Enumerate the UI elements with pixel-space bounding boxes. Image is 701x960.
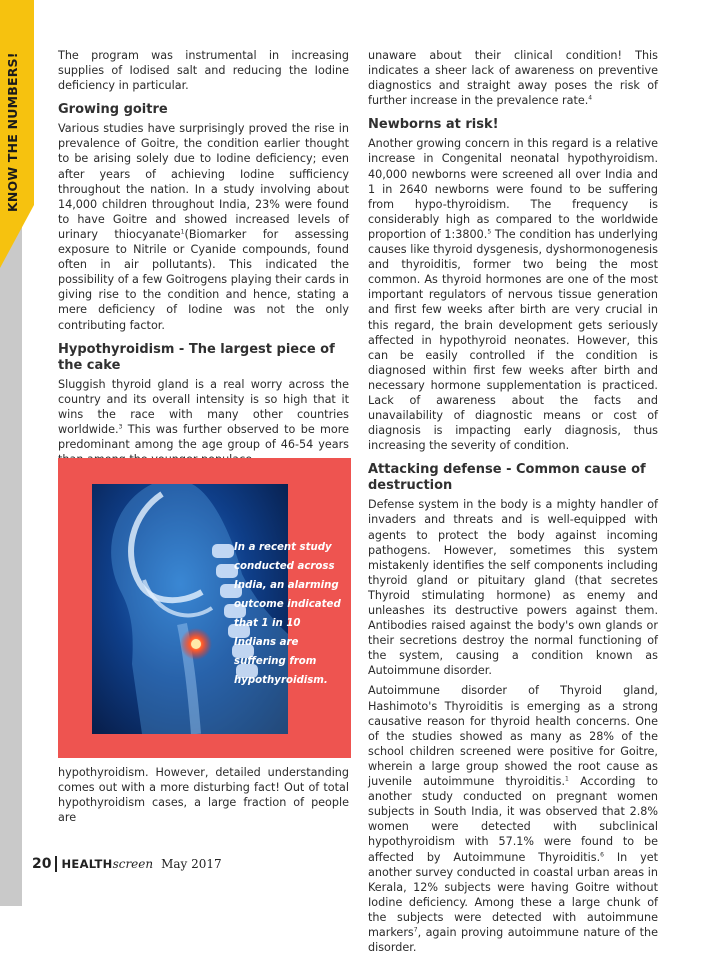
defense-paragraph-1: Defense system in the body is a mighty handler of invaders and threats and is well-equipped with agents to protect the body against incoming pathogens. However, sometimes this system mistakenly identifies the self components including thyroid gland or pituitary gland (that secretes Thyroid stimulating hormone) as enemy and unleashes its destructive powers against them. Antibodies raised against the body's own glands or their secretions destroy the normal functioning of the system, causing a condition known as Autoimmune disorder.: [368, 498, 658, 678]
left-column-bottom: [58, 765, 349, 830]
heading-attacking-defense: Attacking defense - Common cause of destruction: [368, 462, 646, 494]
page-footer: [32, 854, 222, 874]
footer-divider: [55, 856, 57, 872]
reference-mark: 7: [413, 926, 418, 934]
reference-mark: 4: [588, 94, 593, 102]
defense-paragraph-2: Autoimmune disorder of Thyroid gland, Hashimoto's Thyroiditis is emerging as a strong causative reason for thyroid health concerns. One of the studies showed as many as 28% of the school children screened were positive for Goitre, wherein a large group showed the root cause as juvenile autoimmune thyroiditis.$^1$ According to another study conducted on pregnant women subjects in South India, it was observed that 2.8% women were detected with subclinical hypothyroidism with 57.1% were found to be affected by Autoimmune Thyroiditis.$^6$ In yet another survey conducted in coastal urban areas in Kerala, 12% subjects were having Goitre without Iodine deficiency. Among these a large chunk of the subjects were detected with autoimmune markers$^7$, again proving autoimmune nature of the disorder.: [368, 684, 658, 955]
reference-mark: 5: [487, 228, 492, 236]
left-column: [58, 48, 349, 522]
newborns-paragraph: Another growing concern in this regard is a relative increase in Congenital neonatal hypothyroidism. 40,000 newborns were screened all over India and 1 in 2640 newborns were found to be suffering from hypo-thyroidism. The frequency is considerably high as compared to the worldwide proportion of 1:3800.$^5$ The condition has underlying causes like thyroid dysgenesis, dyshormonogenesis and thyroiditis, former two being the most common. As thyroid hormones are one of the most important regulators of nervous tissue generation and first few weeks after birth are very crucial in this regard, the brain development gets seriously affected in hypothyroid neonates. However, this can be easily controlled if the condition is diagnosed within first few weeks after birth and necessary hormone supplementation is practiced. Lack of awareness about the facts and unavailability of diagnostic means or cost of diagnosis is impacting early diagnosis, thus increasing the severity of condition.: [368, 137, 658, 453]
goitre-paragraph: Various studies have surprisingly proved the rise in prevalence of Goitre, the condition earlier thought to be arising solely due to Iodine deficiency; even after years of achieving Iodine sufficiency throughout the nation. In a study involving about 14,000 children throughout India, 23% were found to have Goitre and showed increased levels of urinary thiocyanate$^1$(Biomarker for assessing exposure to Nitrile or Cyanide compounds, found often in air pollutants). This indicated the possibility of a few Goitrogens playing their cards in giving rise to the condition and hence, stating a mere deficiency of Iodine was not the only contributing factor.: [58, 122, 349, 332]
hypothyroidism-paragraph-3: hypothyroidism. However, detailed understanding comes out with a more disturbing fact! Out of total hypothyroidism cases, a large fraction of people are: [58, 766, 349, 825]
issue-date: May 2017: [161, 857, 222, 871]
heading-growing-goitre: Growing goitre: [58, 102, 168, 118]
reference-mark: 6: [600, 850, 604, 858]
feature-box: [58, 458, 351, 758]
awareness-paragraph: unaware about their clinical condition! This indicates a sheer lack of awareness on preventive diagnostics and straight away poses the risk of further increase in the prevalence rate.$^4$: [368, 49, 658, 108]
pull-quote: In a recent study conducted across India, an alarming outcome indicated that 1 in 10 Indians are suffering from hypothyroidism.: [234, 542, 341, 686]
hypothyroidism-paragraph-1: Sluggish thyroid gland is a real worry across the country and its overall intensity is so high that it wins the race with many other countries worldwide.$^3$ This was further observed to be more predominant among the age group of 46-54 years: [58, 377, 349, 451]
magazine-name-bold: HEALTH: [61, 857, 113, 871]
right-column: [368, 48, 658, 960]
reference-mark: 1: [565, 775, 569, 783]
heading-hypothyroidism: Hypothyroidism - The largest piece of the cake: [58, 341, 335, 373]
page-number: 20: [32, 856, 52, 872]
reference-mark: 1: [180, 228, 185, 236]
reference-mark: 3: [118, 423, 123, 431]
magazine-name-italic: screen: [112, 857, 154, 871]
heading-newborns: Newborns at risk!: [368, 117, 499, 133]
intro-paragraph: The program was instrumental in increasing supplies of Iodised salt and reducing the Iodine deficiency in particular.: [58, 49, 349, 93]
